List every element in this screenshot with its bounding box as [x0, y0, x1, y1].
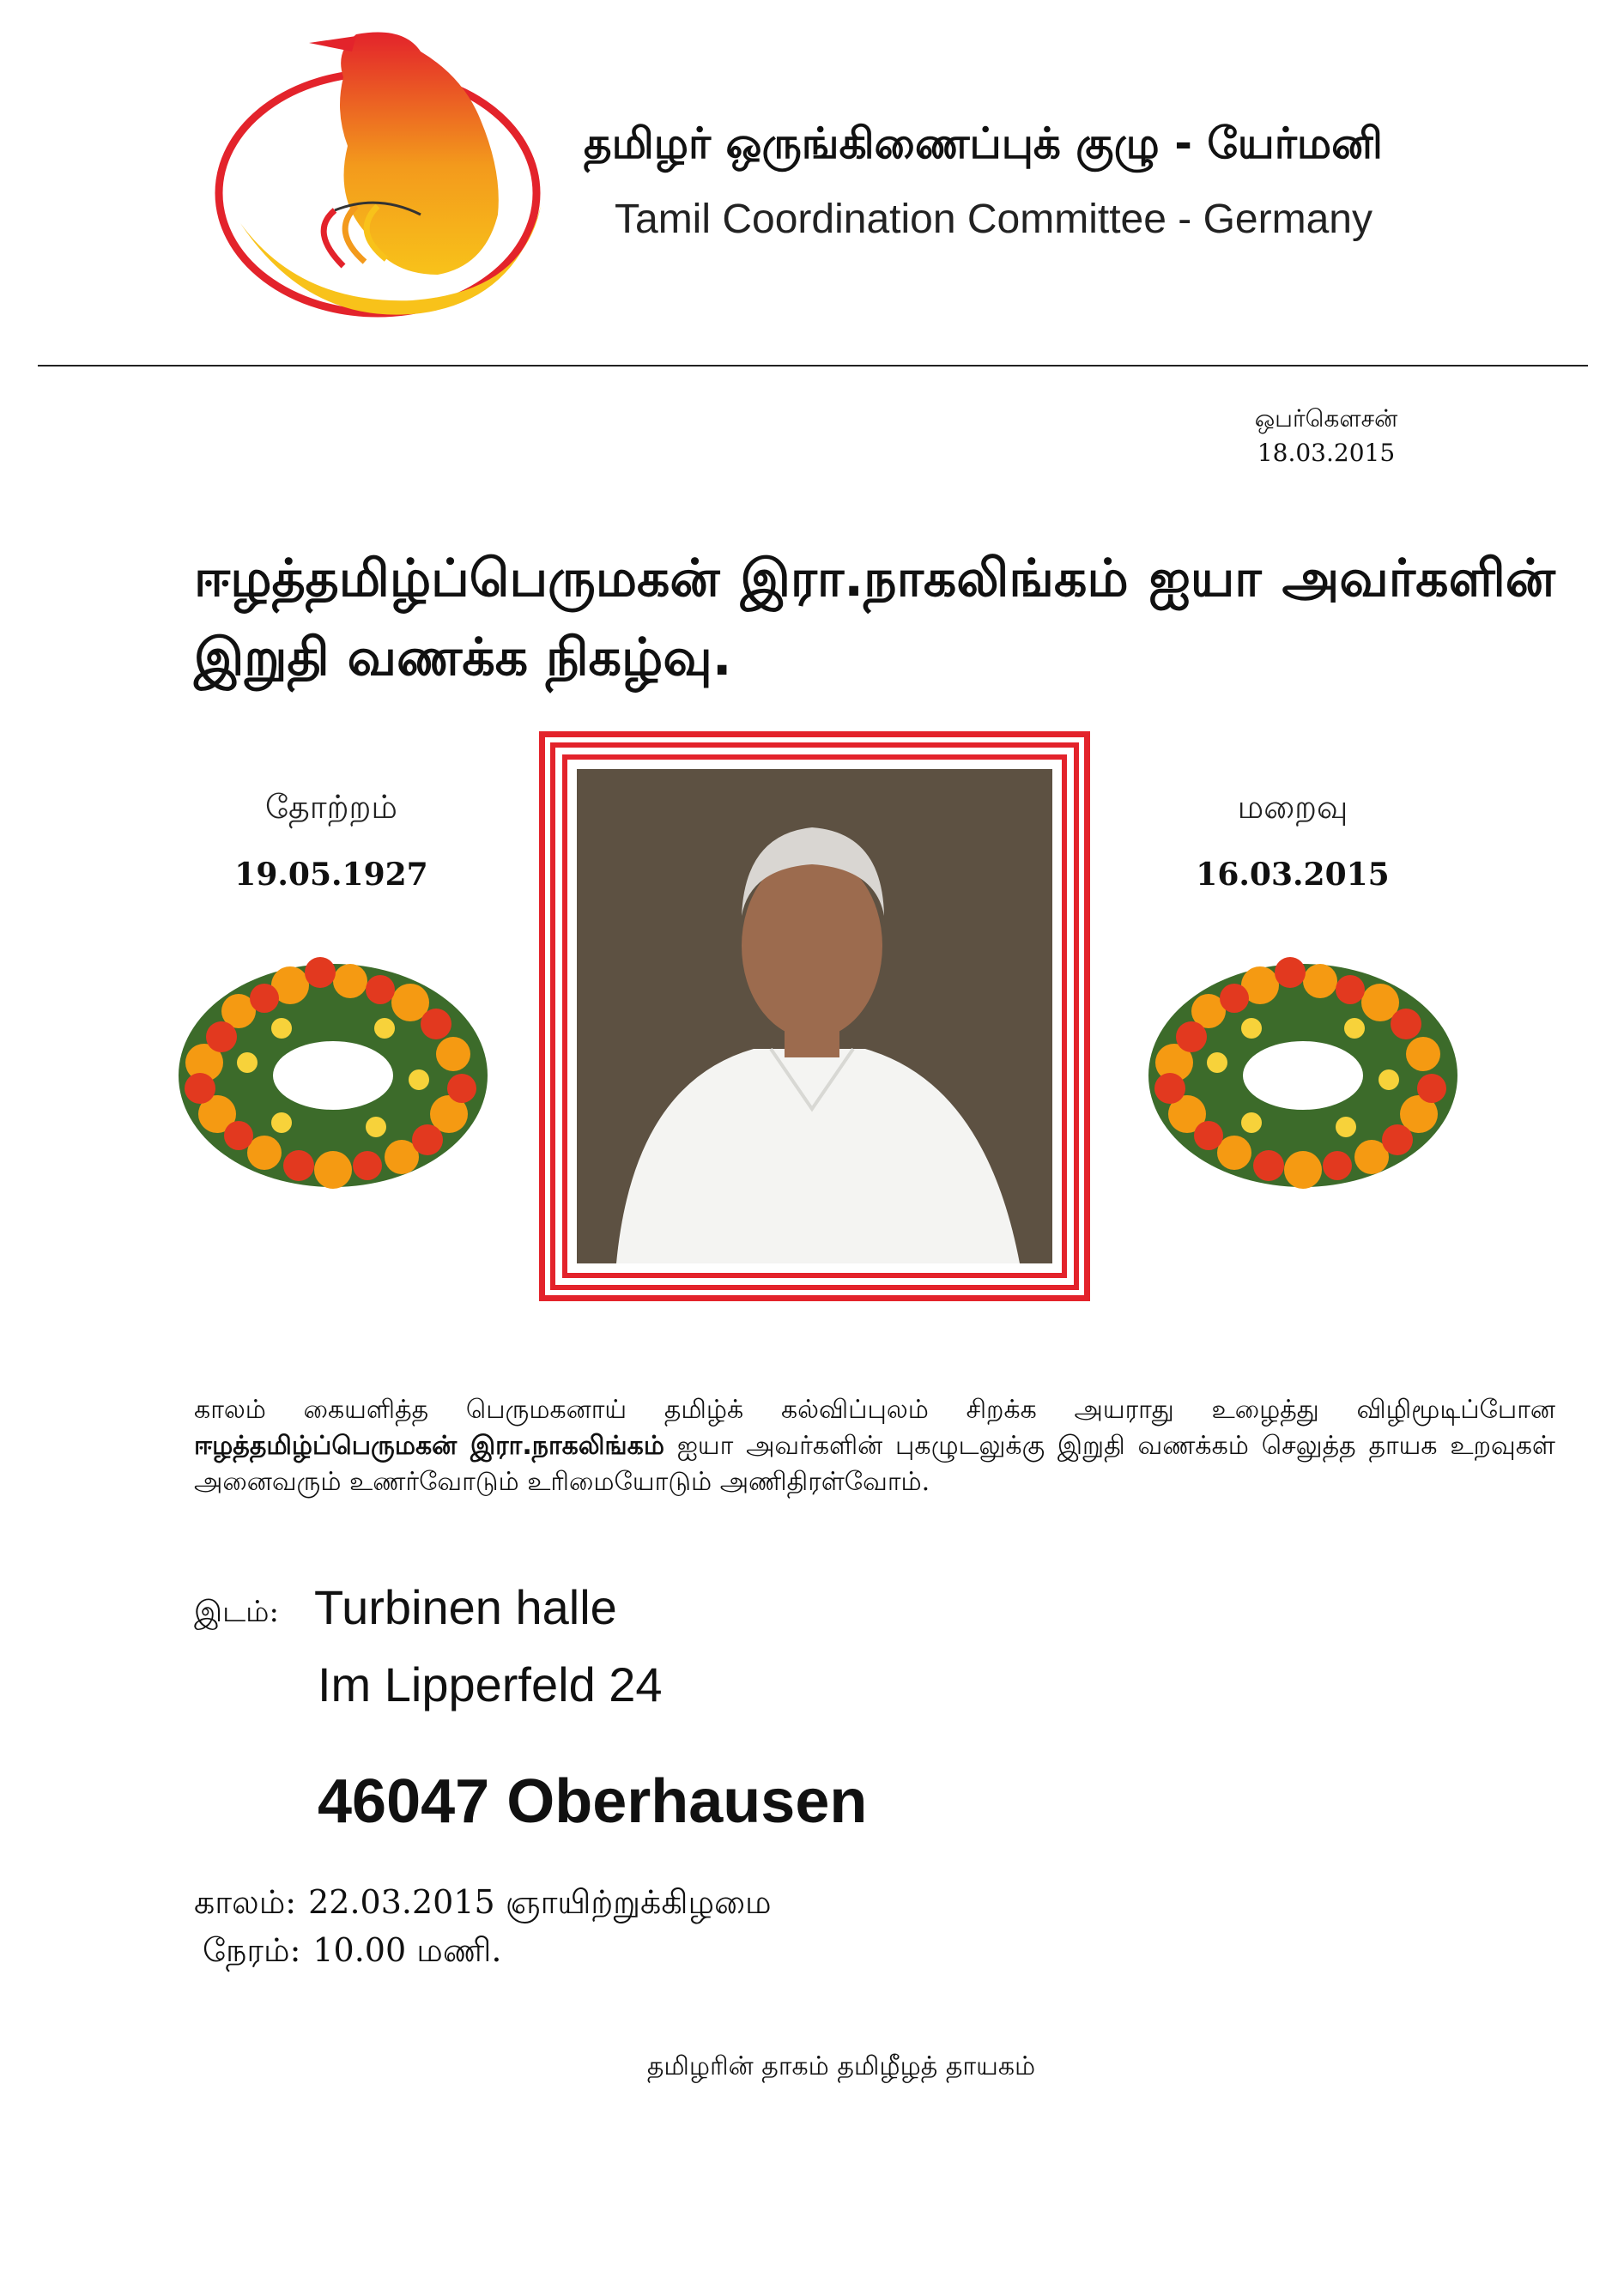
organization-name-tamil: தமிழர் ஒருங்கிணைப்புக் குழு - யேர்மனி	[584, 118, 1383, 168]
event-time-label: நேரம்:	[203, 1931, 301, 1969]
venue-city: 46047 Oberhausen	[318, 1767, 868, 1836]
page-title: ஈழத்தமிழ்ப்பெருமகன் இரா.நாகலிங்கம் ஐயா அவர்களின் இறுதி வணக்க நிகழ்வு.	[194, 548, 1555, 688]
event-time-row	[203, 1931, 501, 1974]
tribute-text-closing: ஐயா அவர்களின் புகழுடலுக்கு இறுதி வணக்கம் செலுத்த தாயக உறவுகள் அனைவரும் உணர்வோடும் உரிமையோடும் அணிதிரள்வோம்.	[194, 1431, 1556, 1497]
tribute-text-intro: காலம் கையளித்த பெருமகனாய் தமிழ்க் கல்விப்புலம் சிறக்க அயராது உழைத்து விழிமூடிப்போன	[194, 1395, 1555, 1425]
death-label: மறைவு	[1237, 788, 1348, 826]
birth-date: 19.05.1927	[234, 857, 428, 893]
event-time-value: 10.00 மணி.	[312, 1931, 502, 1969]
event-date-value: 22.03.2015 ஞாயிற்றுக்கிழமை	[308, 1883, 772, 1921]
flower-wreath-right	[1123, 934, 1483, 1217]
death-date: 16.03.2015	[1196, 857, 1390, 893]
tribute-paragraph	[194, 1392, 1555, 1500]
issue-date: 18.03.2015	[1257, 439, 1396, 467]
venue-name: Turbinen halle	[314, 1580, 617, 1634]
header-divider	[38, 365, 1588, 367]
flower-wreath-left	[153, 934, 513, 1217]
memorial-portrait	[539, 731, 1090, 1301]
organization-name-english: Tamil Coordination Committee - Germany	[615, 197, 1373, 242]
tribute-text-name: ஈழத்தமிழ்ப்பெருமகன் இரா.நாகலிங்கம்	[194, 1431, 665, 1461]
place: ஒபர்கௌசன்	[1254, 404, 1398, 433]
birth-label: தோற்றம்	[265, 788, 397, 826]
venue-street: Im Lipperfeld 24	[318, 1657, 663, 1711]
venue-label: இடம்:	[194, 1595, 279, 1629]
death-block	[1155, 788, 1430, 893]
birth-block	[194, 788, 469, 893]
event-date-label: காலம்:	[194, 1883, 297, 1921]
footer-slogan: தமிழரின் தாகம் தமிழீழத் தாயகம்	[646, 2051, 1036, 2081]
organization-logo	[206, 17, 567, 326]
place-date-block	[1219, 402, 1433, 470]
event-date-row	[194, 1883, 772, 1926]
